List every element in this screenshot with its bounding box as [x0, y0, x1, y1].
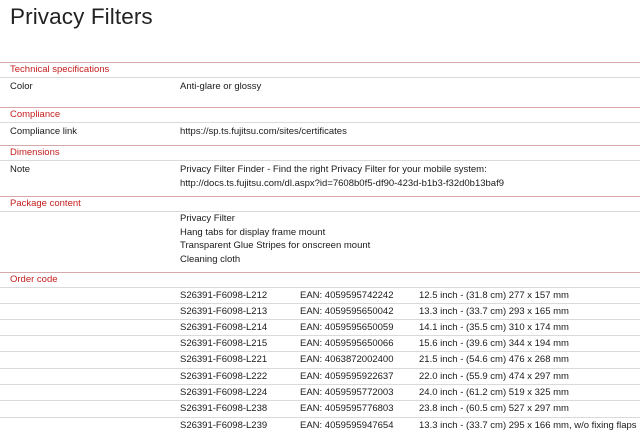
order-code: S26391-F6098-L222 — [180, 371, 268, 382]
section-heading: Package content — [10, 198, 81, 209]
order-ean: EAN: 4063872002400 — [300, 354, 394, 365]
section-technical-specifications — [0, 62, 640, 76]
package-item: Privacy Filter — [180, 213, 235, 224]
order-ean: EAN: 4059595650042 — [300, 306, 394, 317]
spec-row-compliance-link — [0, 122, 640, 145]
spec-row-package — [0, 211, 640, 270]
note-line: Privacy Filter Finder - Find the right Privacy Filter for your mobile system: — [180, 164, 487, 175]
order-ean: EAN: 4059595776803 — [300, 403, 394, 414]
spec-label: Note — [10, 164, 31, 175]
order-size: 15.6 inch - (39.6 cm) 344 x 194 mm — [419, 338, 569, 349]
order-size: 23.8 inch - (60.5 cm) 527 x 297 mm — [419, 403, 569, 414]
spec-label: Compliance link — [10, 126, 78, 137]
order-code: S26391-F6098-L239 — [180, 420, 268, 431]
order-code: S26391-F6098-L212 — [180, 290, 268, 301]
package-item: Transparent Glue Stripes for onscreen mount — [180, 240, 371, 251]
section-compliance — [0, 107, 640, 121]
spec-row-color — [0, 77, 640, 106]
order-ean: EAN: 4059595947654 — [300, 420, 394, 431]
order-size: 13.3 inch - (33.7 cm) 293 x 165 mm — [419, 306, 569, 317]
order-row — [0, 368, 640, 384]
order-code: S26391-F6098-L213 — [180, 306, 268, 317]
order-row — [0, 417, 640, 438]
section-heading: Order code — [10, 274, 58, 285]
order-ean: EAN: 4059595772003 — [300, 387, 394, 398]
compliance-link[interactable]: https://sp.ts.fujitsu.com/sites/certificates — [180, 126, 347, 137]
order-ean: EAN: 4059595650066 — [300, 338, 394, 349]
order-row — [0, 287, 640, 303]
order-code: S26391-F6098-L215 — [180, 338, 268, 349]
order-size: 14.1 inch - (35.5 cm) 310 x 174 mm — [419, 322, 569, 333]
section-package-content — [0, 196, 640, 210]
page-title: Privacy Filters — [10, 4, 153, 29]
order-code: S26391-F6098-L221 — [180, 354, 268, 365]
section-heading: Compliance — [10, 109, 61, 120]
order-row — [0, 351, 640, 367]
order-size: 21.5 inch - (54.6 cm) 476 x 268 mm — [419, 354, 569, 365]
order-size: 12.5 inch - (31.8 cm) 277 x 157 mm — [419, 290, 569, 301]
order-code: S26391-F6098-L238 — [180, 403, 268, 414]
order-row — [0, 335, 640, 351]
order-size: 13.3 inch - (33.7 cm) 295 x 166 mm, w/o fixing flaps — [419, 420, 637, 431]
order-ean: EAN: 4059595742242 — [300, 290, 394, 301]
order-row — [0, 303, 640, 319]
package-item: Cleaning cloth — [180, 253, 241, 265]
spec-row-note — [0, 160, 640, 195]
section-dimensions — [0, 145, 640, 159]
section-order-code — [0, 272, 640, 286]
order-size: 24.0 inch - (61.2 cm) 519 x 325 mm — [419, 387, 569, 398]
spec-label: Color — [10, 81, 33, 92]
spec-value: Anti-glare or glossy — [180, 81, 262, 92]
section-heading: Technical specifications — [10, 64, 110, 75]
order-code: S26391-F6098-L224 — [180, 387, 268, 398]
order-size: 22.0 inch - (55.9 cm) 474 x 297 mm — [419, 371, 569, 382]
section-heading: Dimensions — [10, 147, 60, 158]
order-row — [0, 384, 640, 400]
order-row — [0, 400, 640, 416]
package-list — [180, 212, 370, 266]
order-code: S26391-F6098-L214 — [180, 322, 268, 333]
note-value — [180, 163, 504, 190]
package-item: Hang tabs for display frame mount — [180, 226, 326, 238]
privacy-filter-finder-link[interactable]: http://docs.ts.fujitsu.com/dl.aspx?id=7608b0f5-df90-423d-b1b3-f32d0b13baf9 — [180, 177, 505, 189]
order-ean: EAN: 4059595922637 — [300, 371, 394, 382]
order-row — [0, 319, 640, 335]
order-ean: EAN: 4059595650059 — [300, 322, 394, 333]
